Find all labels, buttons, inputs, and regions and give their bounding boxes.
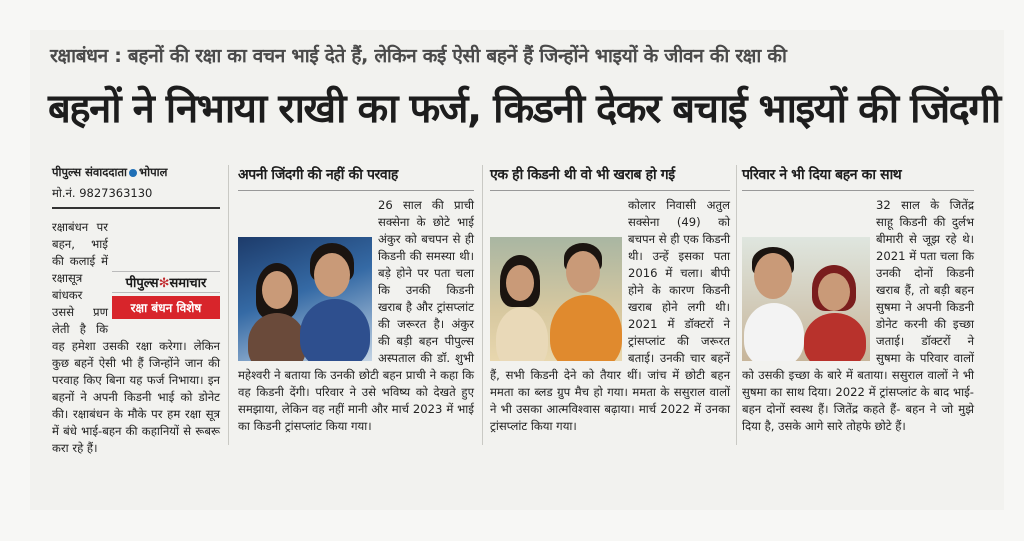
intro-text: रक्षाबंधन पर बहन, भाई की कलाई में रक्षासूत्र बांधकर उससे प्रण लेती है कि वह हमेशा उसकी रक्षा करेगा। लेकिन कुछ बहनें ऐसी भी हैं जिन्होंने जान की परवाह किए बिना यह फर्ज निभाया। इन बहनों ने अपनी किडनी भाई को डोनेट की। रक्षाबंधन के मौके पर हम रक्षा सूत्र में बंधे भाई-बहन की कहानियों से रूबरू करा रहे हैं।: [52, 220, 220, 455]
byline-mobile: मो.नं. 9827363130: [52, 186, 220, 209]
photo-figure-body-left: [496, 307, 548, 361]
byline: [52, 165, 220, 180]
photo-figure-face-right: [566, 251, 600, 293]
column-divider: [736, 165, 737, 445]
photo-figure-face-right: [314, 253, 350, 297]
photo-figure-body-right: [804, 313, 866, 361]
column-story-1: [238, 165, 474, 435]
photo-figure-body-right: [550, 295, 622, 361]
column-story-2: [490, 165, 730, 435]
column-intro: [52, 165, 220, 457]
column-story-3: [742, 165, 974, 435]
story-1-heading: अपनी जिंदगी की नहीं की परवाह: [238, 165, 474, 191]
kicker-line: [50, 42, 980, 68]
story-1-text: 26 साल की प्राची सक्सेना के छोटे भाई अंकुर को बचपन से ही किडनी की समस्या थी। बड़े होने पर पता चला कि उनकी किडनी खराब है और ट्रांसप्लांट की जरूरत है। अंकुर की बड़ी बहन पीपुल्स अस्पताल की डॉ. शुभी महेश्वरी ने बताया कि उनकी छोटी बहन प्राची ने कहा कि वह किडनी देंगी। परिवार ने उसे भविष्य को देखते हुए समझाया, लेकिन वह नहीं मानी और मार्च 2023 में भाई का किडनी ट्रांसप्लांट किया गया।: [238, 198, 474, 433]
column-divider: [228, 165, 229, 445]
kicker-label: रक्षाबंधन: [50, 45, 108, 67]
stamp-brand-right: समाचार: [169, 276, 207, 291]
stamp-special-label: रक्षा बंधन विशेष: [112, 296, 220, 319]
story-2-heading: एक ही किडनी थी वो भी खराब हो गई: [490, 165, 730, 191]
byline-city: भोपाल: [139, 165, 168, 179]
photo-figure-face-left: [262, 271, 292, 309]
stamp-star-icon: ✻: [158, 276, 170, 291]
column-divider: [482, 165, 483, 445]
headline: बहनों ने निभाया राखी का फर्ज, किडनी देकर बचाई भाइयों की जिंदगी: [48, 86, 1000, 132]
kicker-text: बहनों की रक्षा का वचन भाई देते हैं, लेकिन कई ऐसी बहनें हैं जिन्होंने भाइयों के जीवन की रक्षा की: [127, 45, 787, 67]
photo-figure-body-right: [300, 299, 370, 361]
story-3-text: 32 साल के जितेंद्र साहू किडनी की दुर्लभ बीमारी से जूझ रहे थे। 2021 में पता चला कि उनकी दोनों किडनी खराब हैं, तो बड़ी बहन सुषमा ने अपनी किडनी डोनेट करनी की इच्छा जताई। डॉक्टरों ने सुषमा के परिवार वालों को उसकी इच्छा के बारे में बताया। ससुराल वालों ने भी सुषमा का साथ दिया। 2022 में ट्रांसप्लांट के बाद भाई-बहन दोनों स्वस्थ हैं। जितेंद्र कहते हैं- बहन ने जो मुझे दिया है, उसके आगे सारे तोहफे छोटे हैं।: [742, 198, 974, 433]
photo-figure-body-left: [248, 313, 306, 361]
kicker-separator: :: [114, 45, 122, 67]
photo-figure-body-left: [744, 303, 804, 361]
bullet-dot-icon: [129, 169, 137, 177]
story-3-heading: परिवार ने भी दिया बहन का साथ: [742, 165, 974, 191]
special-edition-stamp: [112, 271, 220, 319]
stamp-brand-left: पीपुल्स: [125, 276, 159, 291]
photo-figure-face-left: [506, 265, 534, 301]
story-2-photo: [490, 237, 622, 361]
photo-figure-face-left: [754, 253, 792, 299]
story-2-text: कोलार निवासी अतुल सक्सेना (49) को बचपन से ही एक किडनी थी। उन्हें इसका पता 2016 में चला। बीपी होने के कारण किडनी खराब होने लगी थी। 2021 में डॉक्टरों ने ट्रांसप्लांट की जरूरत बताई। उनकी चार बहनें हैं, सभी किडनी देने को तैयार थीं। जांच में छोटी बहन ममता का ब्लड ग्रुप मैच हो गया। ममता के ससुराल वालों ने भी उसका आत्मविश्वास बढ़ाया। मार्च 2022 में उनका ट्रांसप्लांट किया गया।: [490, 198, 730, 433]
story-3-photo: [742, 237, 870, 361]
photo-figure-face-right: [818, 273, 850, 311]
stamp-brand: [112, 271, 220, 293]
story-1-photo: [238, 237, 372, 361]
byline-source: पीपुल्स संवाददाता: [52, 165, 128, 179]
